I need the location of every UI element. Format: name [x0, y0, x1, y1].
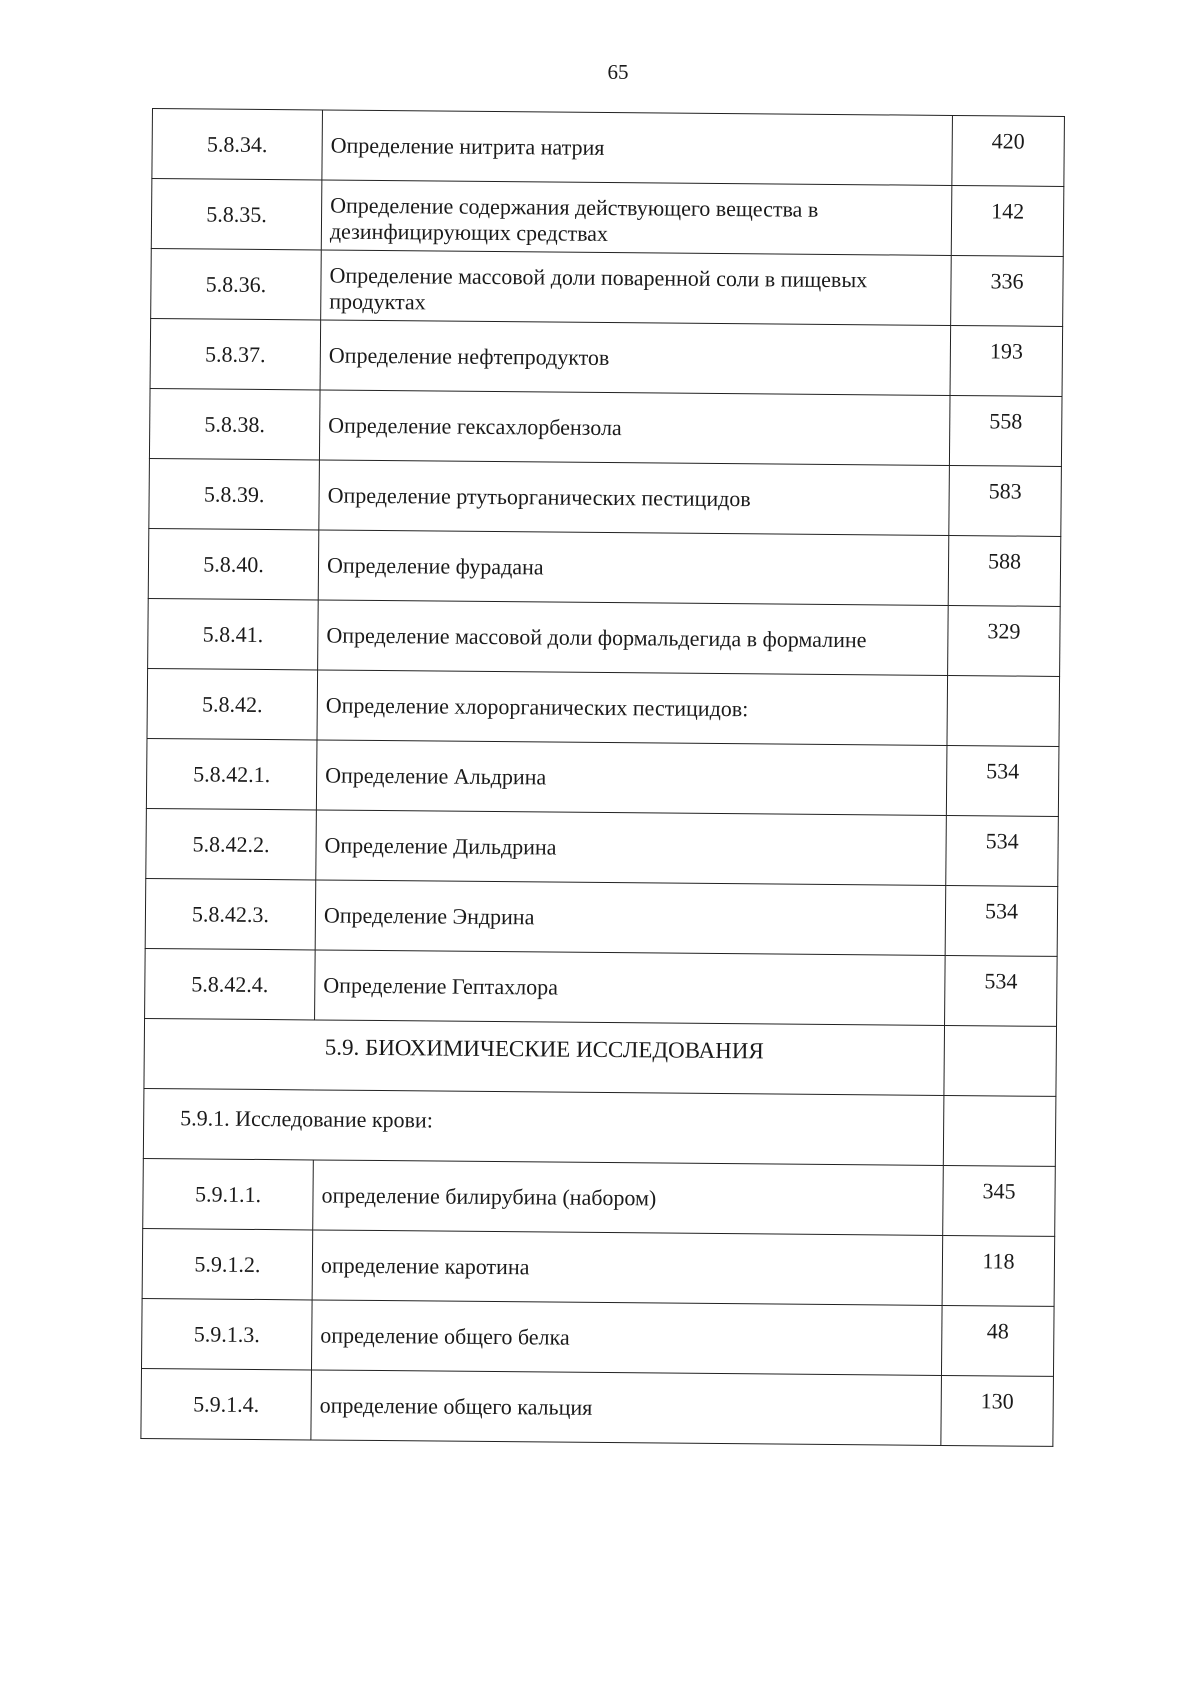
row-name: Определение Эндрина — [315, 880, 946, 955]
row-price: 588 — [948, 535, 1061, 606]
row-code: 5.8.34. — [152, 109, 323, 180]
row-code: 5.9.1.4. — [141, 1368, 312, 1439]
row-price: 48 — [941, 1305, 1054, 1376]
row-name: Определение фурадана — [318, 530, 949, 605]
table-row — [141, 1368, 1054, 1446]
row-code: 5.9.1.3. — [142, 1298, 313, 1369]
table-row — [142, 1228, 1055, 1306]
row-name: Определение хлорорганических пестицидов: — [317, 670, 948, 745]
subsection-row — [143, 1088, 1056, 1166]
table-row — [150, 318, 1063, 396]
row-price: 420 — [952, 115, 1065, 186]
table-row — [142, 1298, 1055, 1376]
row-price: 118 — [942, 1235, 1055, 1306]
row-name: Определение массовой доли поваренной соли в пищевых продуктах — [321, 250, 952, 325]
row-price: 534 — [946, 815, 1059, 886]
row-price: 345 — [943, 1165, 1056, 1236]
table-row — [149, 458, 1062, 536]
row-price: 130 — [941, 1375, 1054, 1446]
row-name: Определение гексахлорбензола — [319, 390, 950, 465]
table-row — [143, 1158, 1056, 1236]
table-row — [149, 388, 1062, 466]
table-row — [151, 179, 1064, 257]
table-row — [152, 109, 1065, 187]
page-number: 65 — [607, 60, 629, 84]
row-code: 5.9.1.1. — [143, 1158, 314, 1229]
table-row — [145, 878, 1058, 956]
table-row — [146, 808, 1059, 886]
row-code: 5.8.40. — [148, 528, 319, 599]
row-code: 5.9.1.2. — [142, 1228, 313, 1299]
row-price: 193 — [950, 325, 1063, 396]
row-code: 5.8.42.1. — [146, 738, 317, 809]
row-price: 534 — [945, 955, 1058, 1026]
row-price: 336 — [951, 255, 1064, 326]
row-code: 5.8.36. — [151, 248, 322, 319]
row-price: 583 — [949, 465, 1062, 536]
row-price: 534 — [946, 745, 1059, 816]
row-price-empty — [944, 1025, 1057, 1096]
row-name: Определение Гептахлора — [315, 950, 946, 1025]
row-code: 5.8.42. — [147, 668, 318, 739]
row-name: определение общего белка — [311, 1300, 942, 1375]
table-row — [151, 248, 1064, 326]
row-name: Определение Дильдрина — [316, 810, 947, 885]
row-code: 5.8.37. — [150, 318, 321, 389]
row-code: 5.8.41. — [148, 598, 319, 669]
row-name: Определение содержания действующего вещества в дезинфицирующих средствах — [321, 180, 952, 255]
row-name: определение каротина — [312, 1230, 943, 1305]
row-price-empty — [943, 1095, 1056, 1166]
row-name: Определение массовой доли формальдегида в формалине — [318, 600, 949, 675]
row-code: 5.8.42.2. — [146, 808, 317, 879]
row-price — [947, 675, 1060, 746]
row-price: 329 — [948, 605, 1061, 676]
subsection-title: 5.9.1. Исследование крови: — [143, 1088, 944, 1165]
row-name: Определение Альдрина — [316, 740, 947, 815]
section-title: 5.9. БИОХИМИЧЕСКИЕ ИССЛЕДОВАНИЯ — [144, 1018, 945, 1095]
row-name: определение общего кальция — [311, 1370, 942, 1445]
row-code: 5.8.39. — [149, 458, 320, 529]
row-code: 5.8.38. — [149, 388, 320, 459]
row-name: Определение нефтепродуктов — [320, 320, 951, 395]
row-price: 142 — [951, 185, 1064, 256]
price-table — [140, 108, 1065, 1447]
row-name: Определение нитрита натрия — [322, 110, 953, 185]
row-name: определение билирубина (набором) — [313, 1160, 944, 1235]
table-row — [146, 738, 1059, 816]
table-row — [147, 668, 1060, 746]
row-price: 558 — [949, 395, 1062, 466]
section-row — [144, 1018, 1057, 1096]
table-row — [145, 948, 1058, 1026]
table-row — [148, 598, 1061, 676]
row-name: Определение ртутьорганических пестицидов — [319, 460, 950, 535]
table-row — [148, 528, 1061, 606]
row-code: 5.8.42.3. — [145, 878, 316, 949]
row-code: 5.8.35. — [151, 179, 322, 250]
row-code: 5.8.42.4. — [145, 948, 316, 1019]
row-price: 534 — [945, 885, 1058, 956]
